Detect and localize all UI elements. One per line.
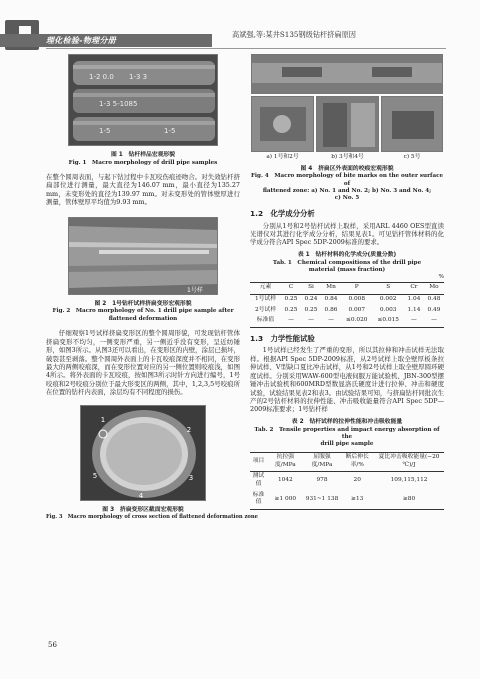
figure-2-photo [68, 217, 218, 295]
table-row [250, 490, 444, 509]
figure-4-caption-en-line2: flattened zone: a) No. 1 and No. 2; b) No. 3 and No. 4; [262, 188, 432, 195]
table-cell: ≥13 [351, 495, 364, 502]
table-cell: 0.25 [284, 296, 298, 303]
paragraph-1: 在整个圆周表面，与起下钻过程中卡瓦咬伤痕迹吻合。对失效钻杆挤扁部位进行测量，最大直径为146.07 mm，最小直径为135.27 mm，未变形处的直径为139.97 mm。对未变形处的管体壁厚进行测量，管体壁厚平均值为9.93 mm。 [46, 173, 240, 207]
table-cell: 标准值 [252, 491, 265, 506]
table-1-unit: % [438, 274, 444, 281]
table-row [250, 471, 444, 490]
table-1-header-cell: C [288, 284, 294, 291]
figure-1-photo [68, 54, 218, 146]
table-row [250, 305, 444, 316]
table-2 [250, 452, 444, 510]
table-1-header-cell: S [386, 284, 391, 291]
table-cell: 20 [353, 477, 361, 484]
figure-4-panels [251, 54, 443, 162]
section-1-3-title: 1.3 力学性能试验 [250, 333, 315, 343]
figure-3-caption-en: Fig. 3 Macro morphology of cross section of flattened deformation zone [46, 514, 258, 521]
table-1-header-cell: Mo [429, 284, 439, 291]
figure-1-caption-en: Fig. 1 Macro morphology of drill pipe samples [68, 159, 218, 166]
table-1-header-row [250, 282, 444, 294]
figure-2-caption-zh: 图 2 1号钻杆试样挤扁变形宏观形貌 [94, 300, 192, 307]
table-cell: 0.84 [324, 296, 338, 303]
table-cell: — [308, 317, 314, 324]
figure-4-caption-en-line1: Fig. 4 Macro morphology of bite marks on the outer surface of [250, 173, 444, 187]
table-cell: 0.48 [427, 296, 441, 303]
paragraph-2: 仔细观察1号试样挤扁变形区的整个圆周形貌，可发现钻杆管体挤扁变形不均匀，一侧变形严重，另一侧近乎没有变形，呈近纺锤形，如图3所示。从图3还可以看出，在变形区的内壁，涂层已损坏，破裂甚至剥落。整个圆周外表面上的卡瓦咬痕深度并不相同，在变形最大的两侧咬痕深，而在变形位置对应的另一侧位置则咬痕浅，如图4所示。将外表面的卡瓦咬痕，按如图3所示时针方向进行编号，1号咬痕和2号咬痕分别位于最大形变区的两侧，其中，1,2,3,5号咬痕所在位置的钻杆内表面，涂层均有不同程度的损伤。 [46, 329, 240, 397]
table-cell: 0.007 [348, 306, 366, 313]
table-row [250, 316, 444, 327]
bite-mark-4: 4 [138, 491, 144, 500]
table-1-caption-en-line2: material (mass fraction) [308, 266, 386, 273]
sample-marking-1: 1-2 0.0 [89, 73, 114, 81]
table-cell: 0.002 [379, 296, 397, 303]
table-cell: 1.04 [407, 296, 421, 303]
running-title: 高斌强,等:某井S135钢级钻杆挤扁原因 [232, 30, 356, 39]
bite-mark-3: 3 [188, 473, 194, 482]
bite-mark-2: 2 [186, 425, 192, 434]
table-cell: 978 [316, 477, 328, 484]
figure-3-caption-zh: 图 3 挤扁变形区截面宏观形貌 [102, 506, 184, 513]
table-2-header-cell: 夏比冲击吸收能量(−20 ℃)/J [378, 454, 440, 468]
table-cell: 2号试样 [254, 306, 277, 313]
table-cell: 0.003 [379, 306, 397, 313]
table-cell: 0.008 [348, 296, 366, 303]
table-2-caption-en-line1: Tab. 2 Tensile properties and impact energy absorption of the [254, 426, 440, 440]
figure-4c-photo [381, 96, 443, 152]
figure-4-caption-en-line3: c) No. 5 [334, 195, 360, 202]
flattened-pipe-image [69, 218, 218, 295]
table-cell: ≥80 [402, 495, 416, 502]
table-2-caption-en-line2: drill pipe sample [320, 441, 374, 448]
table-cell: ≤0.020 [346, 317, 368, 324]
figure-1-caption-zh: 图 1 钻杆样品宏观形貌 [110, 152, 176, 158]
table-cell: 0.86 [324, 306, 338, 313]
figure-4a-photo [251, 96, 314, 152]
table-1-header-cell: 元素 [259, 284, 272, 291]
table-2-header-cell: 断后伸长率/% [345, 454, 369, 468]
table-1-header-cell: Si [308, 284, 314, 291]
table-1-caption-zh: 表 1 钻杆材料的化学成分(质量分数) [297, 251, 397, 258]
table-cell: 0.25 [284, 306, 298, 313]
section-1-3-paragraph: 1号试样已经发生了严重的变形，所以其拉伸和冲击试样无法取样。根据API Spec 5DP-2009标准，从2号试样上取全壁厚板条拉伸试样、V型缺口夏比冲击试样，从1号和2号试样上取全壁厚圆环硬度试样。分别采用WAW-600型电液伺服万能试验机、JBN-300型摆锤冲击试验机和600MRD型数显洛氏硬度计进行拉伸、冲击和硬度试验，试验结果见表2和表3。由试验结果可知，与挤扁钻杆同批次生产的2号钻杆材料的拉伸性能、冲击吸收能量符合API Spec 5DP—2009标准要求；1号钻杆样 [250, 346, 444, 414]
table-1 [250, 282, 444, 328]
table-2-header-cell: 屈服强度/MPa [311, 454, 333, 468]
table-1-caption-en-line1: Tab. 1 Chemical compositions of the drill pipe [272, 259, 422, 266]
table-cell: 1042 [277, 477, 293, 484]
table-cell: ≥1 000 [274, 495, 297, 502]
drill-pipe-samples-image [69, 55, 218, 146]
figure-3-photo [80, 405, 206, 501]
table-2-header-cell: 项目 [252, 457, 265, 464]
table-1-header-cell: Mn [326, 284, 336, 291]
section-1-2-title: 1.2 化学成分分析 [250, 208, 315, 218]
table-2-caption-zh: 表 2 钻杆试样的拉伸性能和冲击吸收能量 [291, 418, 403, 425]
page-number: 56 [48, 641, 57, 649]
sample-label: 1号样 [187, 286, 203, 294]
table-cell: — [328, 317, 334, 324]
sample-marking-4: 1-5 [99, 127, 111, 135]
scale-ruler [99, 250, 209, 254]
figure-4-caption-zh: 图 4 挤扁区外表面的咬痕宏观形貌 [300, 165, 394, 172]
cross-section-image [81, 406, 206, 501]
section-1-2-paragraph: 分别从1号和2号钻杆试样上取样，采用ARL 4460 OES型直读光谱仪对其进行化学成分分析，结果见表1。可见钻杆管体材料的化学成分符合API Spec 5DP-2009标准的要求。 [250, 221, 444, 247]
figure-2-caption-en-line2: flattened deformation [108, 315, 178, 322]
sample-marking-3: 1-3 5-1085 [99, 100, 138, 108]
figure-4c-label: c) 5号 [403, 154, 421, 160]
table-1-header-cell: Cr [410, 284, 418, 291]
table-cell: 0.24 [304, 296, 318, 303]
table-cell: — [431, 317, 437, 324]
table-cell: 0.49 [427, 306, 441, 313]
sample-marking-5: 1-5 [164, 127, 176, 135]
figure-4a-label: a) 1号和2号 [266, 154, 299, 160]
table-cell: 0.25 [304, 306, 318, 313]
table-cell: 931~1 138 [305, 495, 339, 502]
figure-4b-photo [316, 96, 379, 152]
table-1-header-cell: P [354, 284, 359, 291]
sample-marking-2: 1-3 3 [129, 73, 148, 81]
table-cell: 测试值 [252, 473, 265, 488]
header-rule [46, 48, 446, 49]
table-2-header-row [250, 452, 444, 471]
figure-2-caption-en-line1: Fig. 2 Macro morphology of No. 1 drill pipe sample after [52, 308, 234, 315]
table-cell: 1.14 [407, 306, 421, 313]
table-cell: — [411, 317, 417, 324]
figure-4-subcaptions [251, 154, 443, 162]
table-2-header-cell: 抗拉强度/MPa [274, 454, 296, 468]
journal-name: 理化检验-物理分册 [46, 36, 117, 45]
table-cell: 1号试样 [254, 296, 277, 303]
figure-4-top-photo [251, 54, 443, 94]
bite-mark-5: 5 [92, 471, 98, 480]
table-cell: 标准值 [256, 317, 275, 324]
table-cell: ≤0.015 [377, 317, 399, 324]
figure-4b-label: b) 3号和4号 [331, 154, 364, 160]
bite-mark-1: 1 [100, 415, 106, 424]
table-row [250, 294, 444, 305]
table-cell: — [288, 317, 294, 324]
table-cell: 109,115,112 [390, 477, 428, 484]
